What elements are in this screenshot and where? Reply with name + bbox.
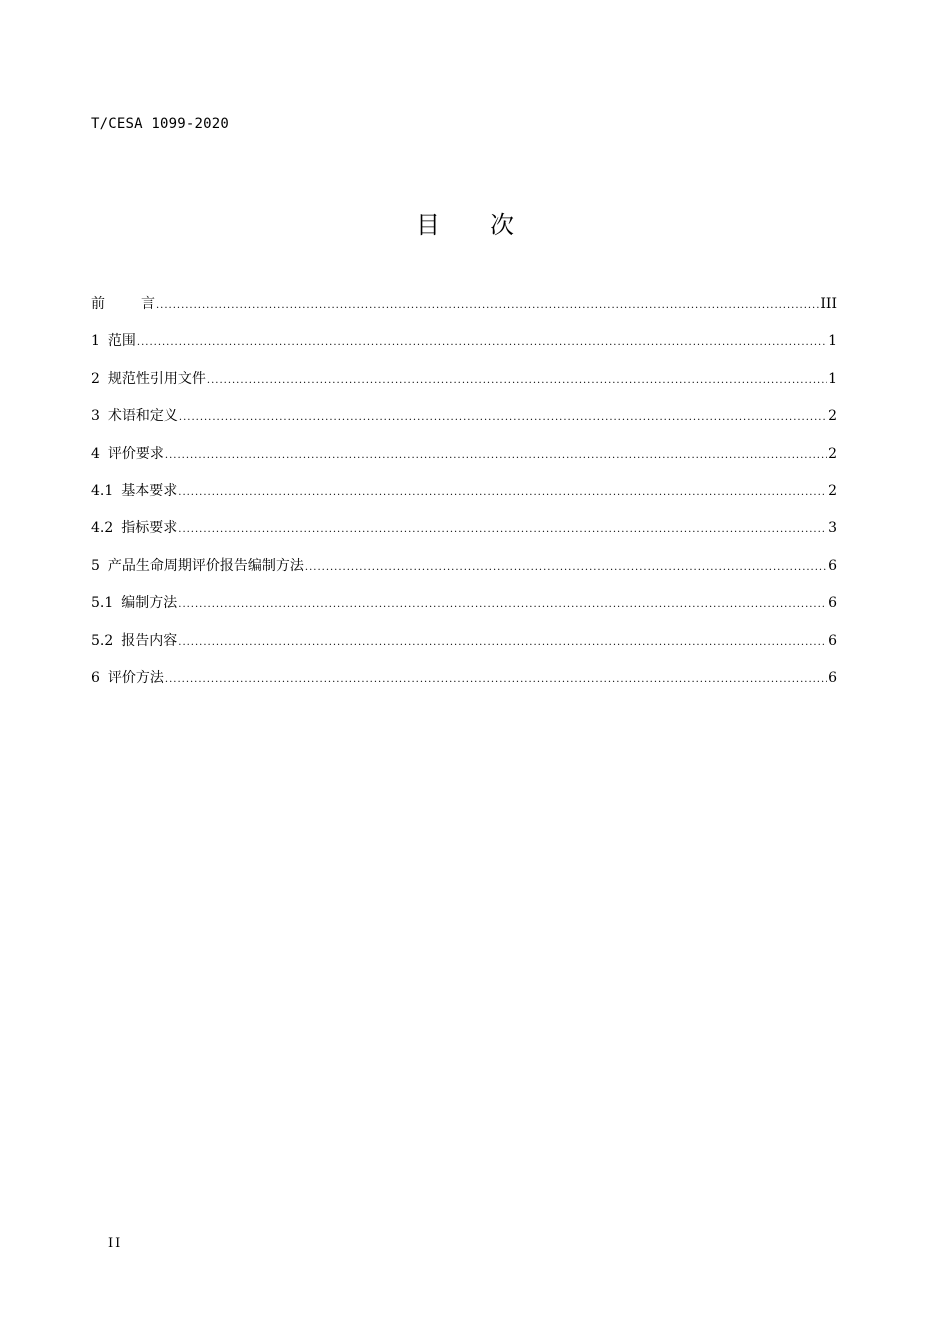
toc-entry-label [91,630,177,652]
preface-part-1: 前 [91,296,105,312]
toc-entry-number: 1 [91,333,100,350]
dot-leader [305,557,827,579]
toc-entry-basic-requirements[interactable] [91,480,837,517]
toc-title-part-2: 次 [490,211,514,239]
toc-entry-text: 规范性引用文件 [107,370,206,387]
toc-title-part-1: 目 [416,211,440,239]
toc-entry-page: 6 [828,595,837,612]
toc-entry-label [91,443,164,465]
toc-entry-text: 范围 [107,333,136,350]
toc-entry-label [91,405,178,427]
dot-leader [207,370,827,392]
toc-entry-scope[interactable] [91,330,837,367]
document-code: T/CESA 1099-2020 [91,116,230,132]
toc-title [0,205,930,240]
toc-entry-preface[interactable] [91,293,837,330]
dot-leader [165,445,827,467]
toc-entry-label [91,592,177,614]
table-of-contents [91,293,837,704]
toc-entry-page: 2 [828,408,837,425]
toc-entry-page: 1 [828,333,837,350]
toc-entry-number: 5 [91,557,100,574]
toc-entry-number: 6 [91,669,100,686]
toc-entry-number: 4 [91,445,100,462]
preface-part-2: 言 [141,296,155,312]
toc-entry-label [91,330,136,352]
dot-leader [178,594,827,616]
toc-entry-text: 评价要求 [107,445,164,462]
toc-entry-text: 报告内容 [121,632,178,649]
page-number: II [108,1236,123,1251]
toc-entry-number: 4.1 [91,482,114,499]
toc-entry-label [91,480,177,502]
toc-entry-number: 4.2 [91,520,114,537]
toc-entry-page: 6 [828,669,837,686]
dot-leader [156,295,819,317]
toc-entry-text: 编制方法 [121,595,178,612]
toc-entry-text: 基本要求 [121,482,178,499]
dot-leader [137,332,827,354]
toc-entry-text: 评价方法 [107,669,164,686]
toc-entry-page: 6 [828,632,837,649]
toc-entry-page: 6 [828,557,837,574]
toc-entry-number: 5.2 [91,632,114,649]
toc-entry-page: 1 [828,370,837,387]
toc-entry-page: 3 [828,520,837,537]
toc-entry-page: III [820,296,837,312]
toc-entry-number: 3 [91,408,100,425]
dot-leader [178,482,827,504]
toc-entry-report-content[interactable] [91,630,837,667]
toc-entry-evaluation-requirements[interactable] [91,443,837,480]
toc-entry-text: 术语和定义 [107,408,178,425]
toc-entry-number: 2 [91,370,100,387]
toc-entry-label [91,517,177,539]
toc-entry-page: 2 [828,482,837,499]
toc-entry-indicator-requirements[interactable] [91,517,837,554]
toc-entry-label [91,368,206,390]
toc-entry-label [91,667,164,689]
toc-entry-label [91,555,304,577]
dot-leader [179,407,827,429]
toc-entry-text: 指标要求 [121,520,178,537]
toc-entry-page: 2 [828,445,837,462]
dot-leader [178,519,827,541]
toc-entry-terms-definitions[interactable] [91,405,837,442]
dot-leader [165,669,827,691]
toc-entry-number: 5.1 [91,595,114,612]
toc-entry-normative-references[interactable] [91,368,837,405]
toc-entry-compilation-method[interactable] [91,592,837,629]
toc-entry-lca-report-method[interactable] [91,555,837,592]
dot-leader [178,632,827,654]
toc-entry-text: 产品生命周期评价报告编制方法 [107,557,304,574]
toc-entry-evaluation-method[interactable] [91,667,837,704]
toc-entry-label [91,293,155,315]
